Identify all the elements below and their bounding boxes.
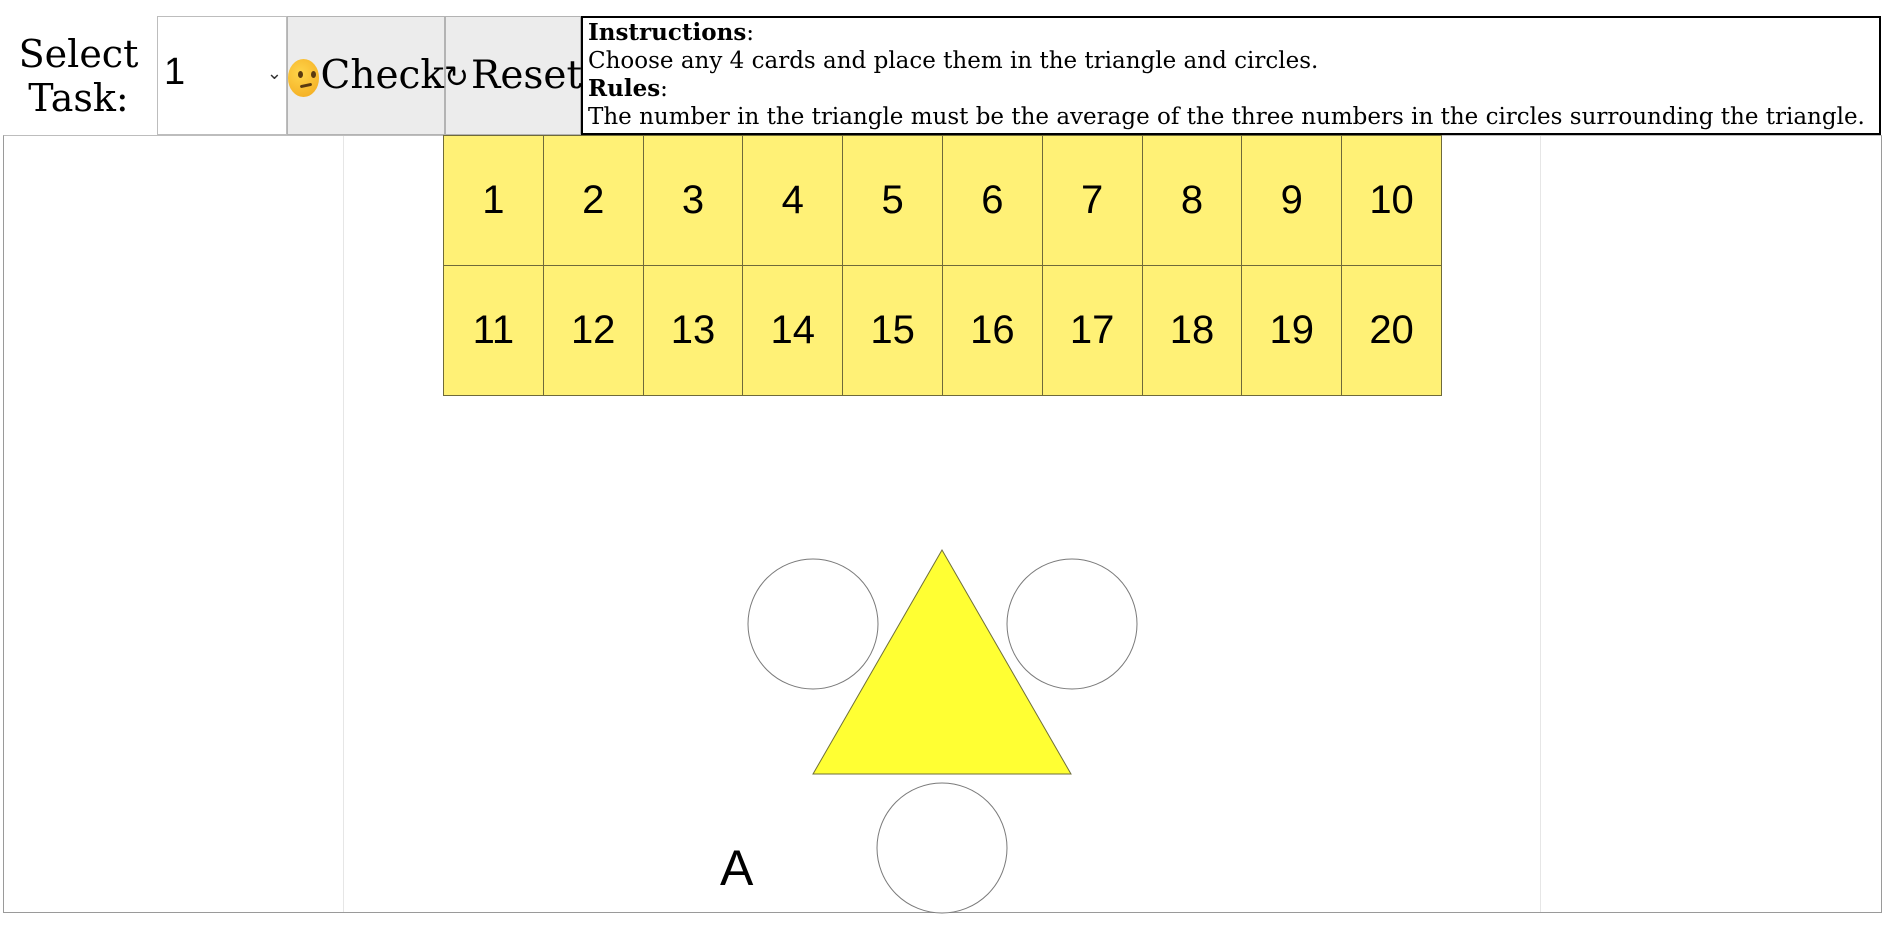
number-card[interactable]: 18 [1142, 265, 1243, 396]
circle-slot-right[interactable] [1007, 559, 1137, 689]
task-select[interactable] [157, 16, 287, 135]
number-card[interactable]: 8 [1142, 135, 1243, 266]
number-card[interactable]: 12 [543, 265, 644, 396]
number-card[interactable]: 13 [643, 265, 744, 396]
reset-button-label: Reset [470, 53, 583, 98]
rules-heading: Rules [588, 75, 661, 102]
number-card[interactable]: 10 [1341, 135, 1442, 266]
number-card[interactable]: 4 [742, 135, 843, 266]
instructions-panel: Instructions: Choose any 4 cards and place them in the triangle and circles. Rules: The number in the triangle must be the average of the three numbers in the circles surrounding the triangle. [581, 16, 1881, 135]
number-card[interactable]: 15 [842, 265, 943, 396]
instructions-text: Choose any 4 cards and place them in the triangle and circles. [588, 48, 1319, 74]
right-guide-line [1540, 136, 1541, 912]
rules-text: The number in the triangle must be the average of the three numbers in the circles surrounding the triangle. [588, 104, 1865, 130]
number-card[interactable]: 20 [1341, 265, 1442, 396]
task-select-value: 1 [164, 51, 186, 93]
number-card[interactable]: 7 [1042, 135, 1143, 266]
number-card[interactable]: 17 [1042, 265, 1143, 396]
thinking-face-icon [288, 59, 319, 97]
instructions-heading: Instructions [588, 19, 747, 46]
number-card[interactable]: 1 [443, 135, 544, 266]
reset-button[interactable] [445, 16, 581, 135]
number-card[interactable]: 14 [742, 265, 843, 396]
check-button-label: Check [320, 53, 444, 98]
select-task-label: Select Task: [18, 32, 139, 120]
circle-slot-bottom[interactable] [877, 783, 1007, 913]
circle-slot-left[interactable] [748, 559, 878, 689]
number-card[interactable]: 2 [543, 135, 644, 266]
card-grid [443, 135, 1441, 395]
chevron-down-icon: ⌄ [266, 63, 282, 83]
number-card[interactable]: 3 [643, 135, 744, 266]
number-card[interactable]: 6 [942, 135, 1043, 266]
check-button[interactable] [287, 16, 445, 135]
left-guide-line [343, 136, 344, 912]
number-card[interactable]: 11 [443, 265, 544, 396]
number-card[interactable]: 16 [942, 265, 1043, 396]
reset-arrow-icon: ↻ [443, 60, 469, 95]
number-card[interactable]: 19 [1241, 265, 1342, 396]
number-card[interactable]: 9 [1241, 135, 1342, 266]
number-card[interactable]: 5 [842, 135, 943, 266]
puzzle-label: A [720, 840, 754, 896]
